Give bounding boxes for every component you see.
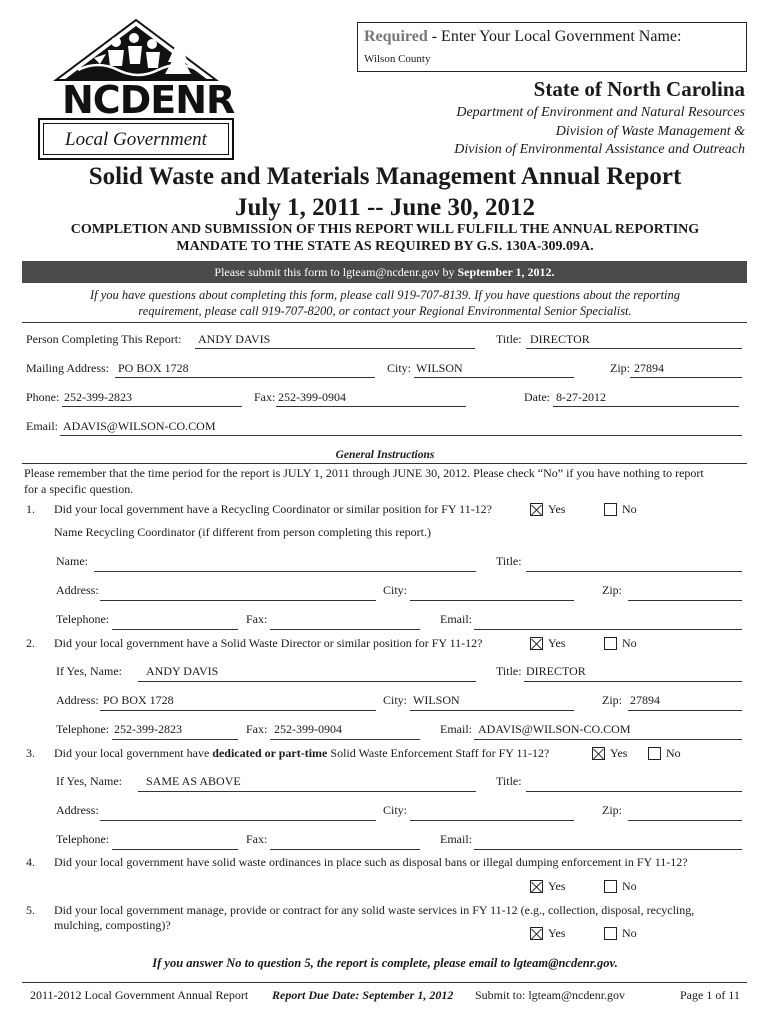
q1-yes-checkbox[interactable]	[530, 503, 543, 516]
required-label: Required	[364, 28, 428, 45]
title-field[interactable]: DIRECTOR	[530, 332, 590, 346]
questions-note-line-2: requirement, please call 919-707-8200, or contact your Regional Environmental Senior Specialist.	[138, 304, 632, 318]
fax-underline	[276, 406, 466, 407]
logo-wordmark: NCDENR	[62, 78, 235, 122]
q2-address-label: Address:	[56, 693, 99, 707]
mandate-line-2: MANDATE TO THE STATE AS REQUIRED BY G.S. 130A-309.09A.	[176, 239, 594, 254]
footer-page-number: Page 1 of 11	[680, 988, 740, 1002]
footer-due-date: Report Due Date: September 1, 2012	[272, 988, 454, 1002]
q5-no-checkbox[interactable]	[604, 927, 617, 940]
logo-subtitle-box	[38, 118, 234, 160]
q1-name-label: Name:	[56, 554, 88, 568]
instructions-divider	[22, 463, 747, 464]
q1-telephone-field[interactable]	[112, 629, 238, 630]
q2-no-label: No	[622, 636, 637, 650]
q3-fax-field[interactable]	[270, 849, 420, 850]
mandate-line-1: COMPLETION AND SUBMISSION OF THIS REPORT WILL FULFILL THE ANNUAL REPORTING	[70, 222, 700, 237]
q1-no-label: No	[622, 502, 637, 516]
instructions-line-1: Please remember that the time period for the report is JULY 1, 2011 through JUNE 30, 2012. Please check “No” if you have nothing to report	[24, 466, 704, 480]
q2-name-field[interactable]: ANDY DAVIS	[146, 664, 219, 678]
q2-zip-field[interactable]: 27894	[630, 693, 660, 707]
fax-label: Fax:	[254, 390, 276, 404]
required-text: - Enter Your Local Government Name:	[427, 28, 682, 45]
q4-text: Did your local government have solid waste ordinances in place such as disposal bans or illegal dumping enforcement in FY 11-12?	[54, 855, 688, 869]
q1-telephone-label: Telephone:	[56, 612, 110, 626]
state-title: State of North Carolina	[533, 77, 745, 101]
divider	[22, 322, 747, 323]
q3-text-bold: dedicated or part-time	[212, 746, 328, 760]
q1-email-label: Email:	[440, 612, 472, 626]
q2-email-field[interactable]: ADAVIS@WILSON-CO.COM	[478, 722, 631, 736]
q2-fax-underline	[270, 739, 420, 740]
q3-title-label: Title:	[496, 774, 522, 788]
q4-yes-checkbox[interactable]	[530, 880, 543, 893]
q2-email-label: Email:	[440, 722, 472, 736]
city-field[interactable]: WILSON	[416, 361, 463, 375]
footer-submit: Submit to: lgteam@ncdenr.gov	[475, 988, 626, 1002]
banner-text: Please submit this form to lgteam@ncdenr.gov by	[214, 265, 458, 279]
q2-telephone-underline	[112, 739, 238, 740]
q1-city-field[interactable]	[410, 600, 574, 601]
zip-underline	[630, 377, 742, 378]
questions-note-line-1: If you have questions about completing this form, please call 919-707-8139. If you have questions about the reporting	[89, 288, 681, 302]
q1-title-field[interactable]	[526, 571, 742, 572]
q2-email-underline	[474, 739, 742, 740]
ncdenr-logo	[38, 18, 234, 160]
footer-report-name: 2011-2012 Local Government Annual Report	[30, 988, 249, 1002]
q3-telephone-label: Telephone:	[56, 832, 110, 846]
q2-title-underline	[524, 681, 742, 682]
government-name-input[interactable]: Wilson County	[364, 53, 431, 65]
mailing-field[interactable]: PO BOX 1728	[118, 361, 189, 375]
person-field[interactable]: ANDY DAVIS	[198, 332, 271, 346]
q3-text-pre: Did your local government have	[54, 746, 213, 760]
logo-subtitle: Local Government	[65, 129, 207, 150]
q2-city-underline	[410, 710, 574, 711]
q4-yes-label: Yes	[548, 879, 566, 893]
q1-email-field[interactable]	[474, 629, 742, 630]
q3-yes-checkbox[interactable]	[592, 747, 605, 760]
q5-text-line-1: Did your local government manage, provide or contract for any solid waste services in FY 11-12 (e.g., collection, disposal, recycling,	[54, 903, 695, 917]
q3-telephone-field[interactable]	[112, 849, 238, 850]
q2-fax-label: Fax:	[246, 722, 268, 736]
q3-text	[54, 746, 549, 761]
q3-email-field[interactable]	[474, 849, 742, 850]
q1-yes-label: Yes	[548, 502, 566, 516]
q2-telephone-field[interactable]: 252-399-2823	[114, 722, 182, 736]
q2-fax-field[interactable]: 252-399-0904	[274, 722, 342, 736]
department-line-1: Department of Environment and Natural Resources	[456, 105, 745, 120]
q1-sub-heading: Name Recycling Coordinator (if different from person completing this report.)	[54, 525, 432, 539]
q4-no-checkbox[interactable]	[604, 880, 617, 893]
q2-yes-label: Yes	[548, 636, 566, 650]
phone-label: Phone:	[26, 390, 60, 404]
q3-no-checkbox[interactable]	[648, 747, 661, 760]
q1-text: Did your local government have a Recycling Coordinator or similar position for FY 11-12?	[54, 502, 493, 516]
q5-yes-label: Yes	[548, 926, 566, 940]
fax-field[interactable]: 252-399-0904	[278, 390, 346, 404]
instructions-heading: General Instructions	[335, 449, 435, 461]
person-label: Person Completing This Report:	[26, 332, 182, 346]
instructions-line-2: for a specific question.	[24, 482, 134, 496]
report-title: Solid Waste and Materials Management Annual Report	[88, 163, 682, 190]
q2-city-field[interactable]: WILSON	[413, 693, 460, 707]
q1-number: 1.	[26, 502, 35, 516]
q4-number: 4.	[26, 855, 35, 869]
q2-title-label: Title:	[496, 664, 522, 678]
q1-no-checkbox[interactable]	[604, 503, 617, 516]
q4-no-label: No	[622, 879, 637, 893]
title-underline	[526, 348, 742, 349]
q1-fax-label: Fax:	[246, 612, 268, 626]
city-label: City:	[387, 361, 412, 375]
department-line-3: Division of Environmental Assistance and Outreach	[454, 142, 745, 157]
date-underline	[553, 406, 739, 407]
q3-zip-field[interactable]	[628, 820, 742, 821]
q3-text-post: Solid Waste Enforcement Staff for FY 11-12?	[327, 746, 550, 760]
q2-no-checkbox[interactable]	[604, 637, 617, 650]
q2-text: Did your local government have a Solid Waste Director or similar position for FY 11-12?	[54, 636, 483, 650]
q1-city-label: City:	[383, 583, 408, 597]
q5-number: 5.	[26, 903, 35, 917]
q2-title-field[interactable]: DIRECTOR	[526, 664, 586, 678]
city-underline	[414, 377, 574, 378]
q2-zip-underline	[628, 710, 742, 711]
zip-label: Zip:	[610, 361, 630, 375]
government-name-prompt	[364, 28, 681, 46]
zip-field[interactable]: 27894	[634, 361, 664, 375]
q3-name-field[interactable]: SAME AS ABOVE	[146, 774, 241, 788]
date-field[interactable]: 8-27-2012	[556, 390, 606, 404]
q2-yes-checkbox[interactable]	[530, 637, 543, 650]
q3-city-label: City:	[383, 803, 408, 817]
q3-name-label: If Yes, Name:	[56, 774, 122, 788]
email-label: Email:	[26, 419, 58, 433]
q2-name-label: If Yes, Name:	[56, 664, 122, 678]
q1-zip-label: Zip:	[602, 583, 622, 597]
q3-address-label: Address:	[56, 803, 99, 817]
mailing-label: Mailing Address:	[26, 361, 109, 375]
footer-divider	[22, 982, 747, 983]
q3-fax-label: Fax:	[246, 832, 268, 846]
q5-yes-checkbox[interactable]	[530, 927, 543, 940]
person-underline	[195, 348, 475, 349]
report-period: July 1, 2011 -- June 30, 2012	[234, 194, 536, 221]
q1-fax-field[interactable]	[270, 629, 420, 630]
q3-yes-label: Yes	[610, 746, 628, 760]
phone-underline	[62, 406, 242, 407]
q3-address-field[interactable]	[100, 820, 376, 821]
mailing-underline	[115, 377, 375, 378]
q2-name-underline	[138, 681, 476, 682]
banner-deadline: September 1, 2012.	[457, 265, 555, 279]
q2-number: 2.	[26, 636, 35, 650]
q1-title-label: Title:	[496, 554, 522, 568]
q2-zip-label: Zip:	[602, 693, 622, 707]
email-underline	[60, 435, 742, 436]
department-line-2: Division of Waste Management &	[555, 124, 745, 139]
submission-banner	[22, 261, 747, 283]
q1-address-label: Address:	[56, 583, 99, 597]
q5-no-label: No	[622, 926, 637, 940]
government-name-box	[357, 22, 747, 72]
q1-name-field[interactable]	[94, 571, 476, 572]
q2-telephone-label: Telephone:	[56, 722, 110, 736]
q3-no-label: No	[666, 746, 681, 760]
date-label: Date:	[524, 390, 550, 404]
q1-address-field[interactable]	[100, 600, 376, 601]
q2-address-underline	[100, 710, 376, 711]
closing-note: If you answer No to question 5, the report is complete, please email to lgteam@ncdenr.gov.	[152, 956, 618, 970]
phone-field[interactable]: 252-399-2823	[64, 390, 132, 404]
title-label: Title:	[496, 332, 522, 346]
q2-city-label: City:	[383, 693, 408, 707]
q3-city-field[interactable]	[410, 820, 574, 821]
q5-text-line-2: mulching, composting)?	[54, 918, 171, 932]
q3-title-field[interactable]	[526, 791, 742, 792]
q3-name-underline	[138, 791, 476, 792]
q3-email-label: Email:	[440, 832, 472, 846]
q3-number: 3.	[26, 746, 35, 760]
email-field[interactable]: ADAVIS@WILSON-CO.COM	[63, 419, 216, 433]
q3-zip-label: Zip:	[602, 803, 622, 817]
q2-address-field[interactable]: PO BOX 1728	[103, 693, 174, 707]
q1-zip-field[interactable]	[628, 600, 742, 601]
